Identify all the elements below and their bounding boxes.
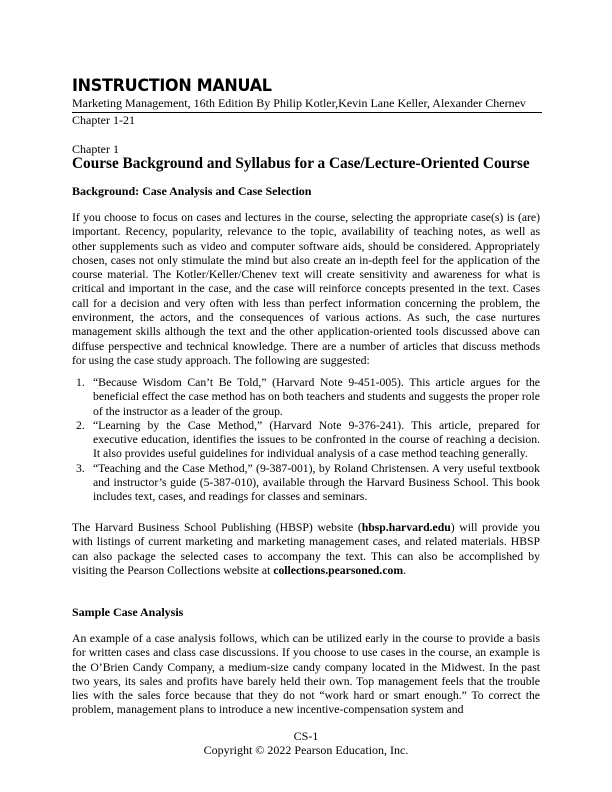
background-heading: Background: Case Analysis and Case Selection [72, 184, 312, 198]
reference-item [72, 376, 540, 419]
chapter-range: Chapter 1-21 [72, 113, 135, 127]
reference-text: “Learning by the Case Method,” (Harvard Note 9-376-241). This article, prepared for executive education, identifies the issues to be confronted in the course of reaching a decision. It also provides useful guidelines for individual analysis of a case method teaching generally. [93, 418, 540, 461]
reference-number: 1. [76, 376, 85, 389]
hbsp-text-3: . [403, 563, 407, 577]
hbsp-text-1: The Harvard Business School Publishing (HBSP) website ( [72, 521, 362, 534]
sample-case-paragraph: An example of a case analysis follows, which can be utilized early in the course to provide a basis for written cases and class case discussions. If you choose to use cases in the course, an example is the O’Brien Candy Company, a medium-size candy company located in the Midwest. In the past two years, its sales and profits have barely held their own. Top management feels that the trouble lies with the sales force because that they do not “work hard or smart enough.” To correct the problem, management plans to introduce a new incentive-compensation system and [72, 632, 540, 717]
hbsp-paragraph [72, 521, 540, 578]
hbsp-text-2: ) will provide you with listings of current marketing and marketing management cases, and related materials. HBSP can also package the selected cases to accompany the text. This can also be accomplished by visiting the Pearson Collections website at [72, 521, 540, 577]
reference-item [72, 419, 540, 462]
chapter-number: Chapter 1 [72, 142, 119, 156]
chapter-title: Course Background and Syllabus for a Case/Lecture-Oriented Course [72, 155, 530, 172]
reference-text: “Teaching and the Case Method,” (9-387-001), by Roland Christensen. A very useful textbook and instructor’s guide (5-387-010), available through the Harvard Business School. This book includes text, cases, and readings for classes and seminars. [93, 461, 540, 504]
reference-number: 2. [76, 418, 85, 432]
copyright-notice: Copyright © 2022 Pearson Education, Inc. [203, 743, 409, 757]
reference-item [72, 462, 540, 505]
background-paragraph: If you choose to focus on cases and lectures in the course, selecting the appropriate case(s) is (are) important. Recency, popularity, relevance to the topic, availability of teaching notes, as well as other supplements such as video and computer software aids, should be considered. Appropriately chosen, cases not only stimulate the mind but also create an in-depth feel for the application of the course material. The Kotler/Keller/Chenev text will create sensitivity and awareness for what is critical and important in the case, and the case will reinforce concepts presented in the text. Cases call for a decision and very often with less than perfect information concerning the problem, the environment, the actors, and the consequences of various actions. As such, the case nurtures management skills although the text and the other application-oriented tools discussed above can diffuse perspective and technical knowledge. There are a number of articles that discuss methods for using the case study approach. The following are suggested: [72, 211, 540, 367]
manual-title: INSTRUCTION MANUAL [72, 76, 272, 96]
book-citation-line: Marketing Management, 16th Edition By Philip Kotler,Kevin Lane Keller, Alexander Chernev [72, 96, 542, 113]
hbsp-link[interactable]: hbsp.harvard.edu [361, 521, 451, 534]
reference-list [72, 376, 540, 505]
reference-text: “Because Wisdom Can’t Be Told,” (Harvard Note 9-451-005). This article argues for the beneficial effect the case method has on both teachers and students and suggests the proper role of the instructor as a leader of the group. [93, 376, 540, 418]
page-number: CS-1 [293, 729, 319, 743]
sample-case-heading: Sample Case Analysis [72, 605, 184, 619]
pearson-collections-link[interactable]: collections.pearsoned.com [273, 563, 404, 577]
reference-number: 3. [76, 461, 85, 475]
